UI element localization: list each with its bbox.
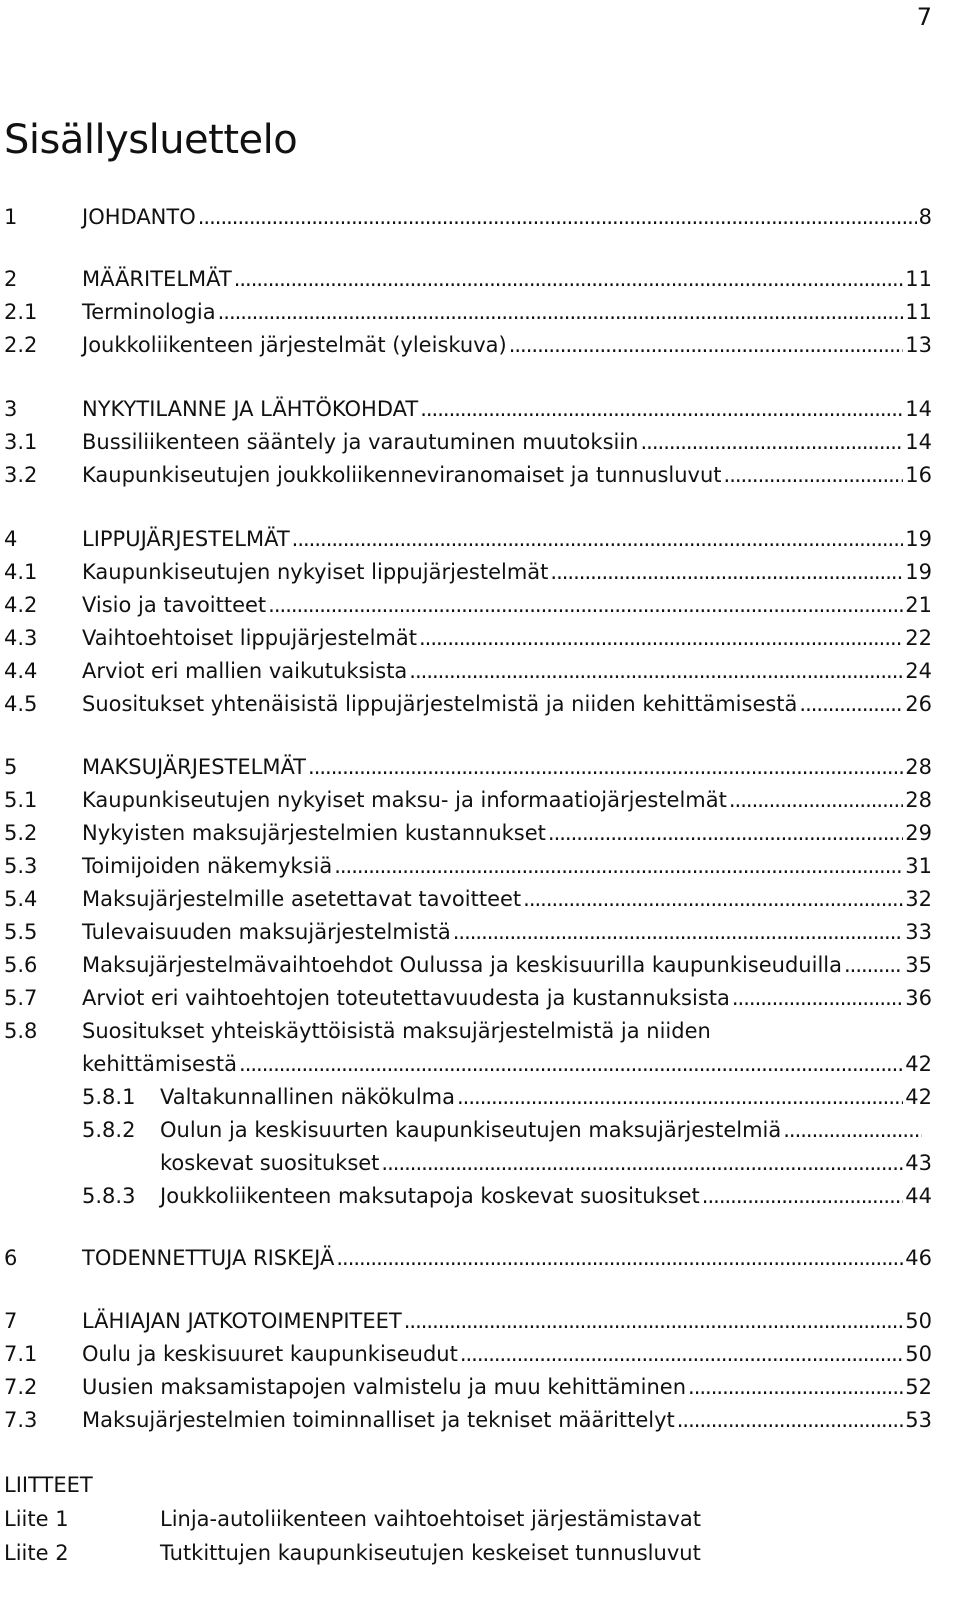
toc-entry-title: Vaihtoehtoiset lippujärjestelmät: [82, 626, 417, 650]
toc-entry-number: 5.4: [4, 887, 38, 911]
toc-entry-title: Terminologia: [82, 300, 216, 324]
toc-entry[interactable]: [0, 1370, 960, 1404]
appendix-title: Linja-autoliikenteen vaihtoehtoiset järjestämistavat: [160, 1507, 702, 1531]
toc-entry-page: 53: [905, 1408, 932, 1432]
toc-entry-number: 4.3: [4, 626, 38, 650]
toc-entry-title: Arviot eri mallien vaikutuksista: [82, 659, 408, 683]
toc-entry-number: 3: [4, 397, 18, 421]
toc-entry-continuation[interactable]: [0, 1146, 960, 1180]
toc-leader-dots: [334, 849, 903, 883]
toc-leader-dots: [724, 458, 904, 492]
toc-leader-dots: [783, 1113, 922, 1147]
toc-entry[interactable]: [0, 1337, 960, 1371]
toc-entry-number: 5.8: [4, 1019, 38, 1043]
toc-entry-page: 42: [905, 1085, 932, 1109]
toc-entry-page: 46: [905, 1246, 932, 1270]
page-number: 7: [916, 3, 932, 31]
toc-entry[interactable]: [0, 555, 960, 589]
toc-leader-dots: [453, 915, 904, 949]
toc-entry-title: MAKSUJÄRJESTELMÄT: [82, 755, 307, 779]
toc-entry-page: 44: [905, 1184, 932, 1208]
toc-leader-dots: [268, 588, 903, 622]
toc-leader-dots: [460, 1337, 903, 1371]
toc-entry-number: 6: [4, 1246, 18, 1270]
toc-entry[interactable]: [0, 621, 960, 655]
toc-entry-number: 5.6: [4, 953, 38, 977]
toc-entry[interactable]: [0, 981, 960, 1015]
toc-entry[interactable]: [0, 1080, 960, 1114]
toc-entry[interactable]: [0, 522, 960, 556]
toc-entry-page: 19: [905, 560, 932, 584]
page-title: Sisällysluettelo: [4, 117, 298, 163]
toc-entry-title: LIPPUJÄRJESTELMÄT: [82, 527, 290, 551]
toc-entry-title: JOHDANTO: [82, 205, 196, 229]
toc-entry-number: 5.8.1: [82, 1085, 136, 1109]
toc-entry[interactable]: [0, 588, 960, 622]
toc-entry-number: 2.2: [4, 333, 38, 357]
toc-entry-title: MÄÄRITELMÄT: [82, 267, 232, 291]
toc-entry-number: 7.2: [4, 1375, 38, 1399]
toc-leader-dots: [523, 882, 903, 916]
toc-entry-page: 33: [905, 920, 932, 944]
toc-entry[interactable]: [0, 1014, 960, 1048]
toc-entry[interactable]: [0, 295, 960, 329]
toc-entry-page: 19: [905, 527, 932, 551]
toc-entry-number: 7.3: [4, 1408, 38, 1432]
toc-entry-title: LÄHIAJAN JATKOTOIMENPITEET: [82, 1309, 402, 1333]
toc-entry-number: 4.5: [4, 692, 38, 716]
toc-entry-title: Kaupunkiseutujen nykyiset lippujärjestelmät: [82, 560, 549, 584]
appendix-item[interactable]: [0, 1536, 960, 1570]
toc-entry-number: 7.1: [4, 1342, 38, 1366]
toc-entry[interactable]: [0, 915, 960, 949]
toc-leader-dots: [381, 1146, 903, 1180]
toc-entry[interactable]: [0, 849, 960, 883]
toc-leader-dots: [677, 1403, 904, 1437]
toc-entry-number: 5.7: [4, 986, 38, 1010]
toc-entry-page: 50: [905, 1309, 932, 1333]
toc-entry-title: Oulu ja keskisuuret kaupunkiseudut: [82, 1342, 458, 1366]
toc-entry-page: 28: [905, 788, 932, 812]
toc-entry-number: 5.2: [4, 821, 38, 845]
toc-entry-page: 42: [905, 1052, 932, 1076]
toc-entry-page: 14: [905, 430, 932, 454]
toc-leader-dots: [198, 200, 917, 234]
toc-entry-title: Oulun ja keskisuurten kaupunkiseutujen maksujärjestelmiä: [160, 1118, 782, 1142]
toc-entry-page: 11: [905, 300, 932, 324]
toc-entry-title: Maksujärjestelmien toiminnalliset ja tekniset määrittelyt: [82, 1408, 675, 1432]
appendix-item[interactable]: [0, 1502, 960, 1536]
toc-entry-number: 5.8.2: [82, 1118, 136, 1142]
toc-entry-title: Arviot eri vaihtoehtojen toteutettavuudesta ja kustannuksista: [82, 986, 730, 1010]
toc-leader-dots: [550, 555, 903, 589]
toc-entry[interactable]: [0, 1304, 960, 1338]
toc-entry[interactable]: [0, 1403, 960, 1437]
toc-entry-title: Visio ja tavoitteet: [82, 593, 267, 617]
toc-entry[interactable]: [0, 328, 960, 362]
toc-leader-dots: [234, 262, 904, 296]
toc-entry-title: Maksujärjestelmävaihtoehdot Oulussa ja keskisuurilla kaupunkiseuduilla: [82, 953, 842, 977]
toc-entry-title: TODENNETTUJA RISKEJÄ: [82, 1246, 335, 1270]
toc-entry-title: Joukkoliikenteen järjestelmät (yleiskuva): [82, 333, 507, 357]
toc-entry-title: Valtakunnallinen näkökulma: [160, 1085, 455, 1109]
toc-entry[interactable]: [0, 458, 960, 492]
toc-entry-page: 35: [905, 953, 932, 977]
toc-leader-dots: [239, 1047, 903, 1081]
toc-entry[interactable]: [0, 750, 960, 784]
toc-entry-title: Kaupunkiseutujen joukkoliikenneviranomaiset ja tunnusluvut: [82, 463, 722, 487]
toc-entry-title: Nykyisten maksujärjestelmien kustannukset: [82, 821, 546, 845]
toc-entry[interactable]: [0, 816, 960, 850]
toc-entry[interactable]: [0, 1179, 960, 1213]
toc-entry-page: 36: [905, 986, 932, 1010]
toc-entry[interactable]: [0, 1113, 960, 1147]
toc-entry-title: Suositukset yhteiskäyttöisistä maksujärjestelmistä ja niiden: [82, 1019, 711, 1043]
toc-entry-title: NYKYTILANNE JA LÄHTÖKOHDAT: [82, 397, 419, 421]
toc-entry-title: Toimijoiden näkemyksiä: [82, 854, 333, 878]
toc-entry-title: Kaupunkiseutujen nykyiset maksu- ja informaatiojärjestelmät: [82, 788, 727, 812]
toc-entry-number: 1: [4, 205, 18, 229]
toc-leader-dots: [336, 1241, 903, 1275]
toc-entry-number: 5.8.3: [82, 1184, 136, 1208]
toc-entry-page: 26: [905, 692, 932, 716]
toc-leader-dots: [799, 687, 903, 721]
toc-entry-page: 52: [905, 1375, 932, 1399]
toc-entry-page: 14: [905, 397, 932, 421]
toc-entry-page: 43: [905, 1151, 932, 1175]
toc-leader-dots: [548, 816, 903, 850]
toc-entry-page: 24: [905, 659, 932, 683]
toc-leader-dots: [688, 1370, 903, 1404]
toc-entry-page: 29: [905, 821, 932, 845]
toc-entry-continuation[interactable]: [0, 1047, 960, 1081]
toc-entry-number: 5.1: [4, 788, 38, 812]
appendix-heading: LIITTEET: [4, 1473, 93, 1497]
toc-leader-dots: [844, 948, 903, 982]
toc-entry-page: 16: [905, 463, 932, 487]
toc-entry-title: Joukkoliikenteen maksutapoja koskevat suositukset: [160, 1184, 700, 1208]
toc-leader-dots: [409, 654, 903, 688]
toc-entry-number: 4.1: [4, 560, 38, 584]
toc-leader-dots: [729, 783, 903, 817]
toc-entry-number: 2: [4, 267, 18, 291]
toc-entry[interactable]: [0, 783, 960, 817]
toc-entry-page: 32: [905, 887, 932, 911]
toc-entry[interactable]: [0, 948, 960, 982]
toc-leader-dots: [308, 750, 903, 784]
toc-entry-page: 13: [905, 333, 932, 357]
toc-entry-page: 8: [918, 205, 932, 229]
toc-entry-number: 5: [4, 755, 18, 779]
toc-leader-dots: [457, 1080, 903, 1114]
toc-entry-page: 21: [905, 593, 932, 617]
toc-entry-number: 3.2: [4, 463, 38, 487]
toc-entry[interactable]: [0, 262, 960, 296]
appendix-title: Tutkittujen kaupunkiseutujen keskeiset tunnusluvut: [160, 1541, 701, 1565]
toc-entry-page: 50: [905, 1342, 932, 1366]
toc-entry-title-continuation: koskevat suositukset: [160, 1151, 380, 1175]
toc-entry[interactable]: [0, 882, 960, 916]
toc-entry-number: 2.1: [4, 300, 38, 324]
appendix-label: Liite 1: [4, 1507, 69, 1531]
toc-leader-dots: [404, 1304, 904, 1338]
toc-entry[interactable]: [0, 654, 960, 688]
toc-entry-page: 31: [905, 854, 932, 878]
toc-entry-number: 4: [4, 527, 18, 551]
toc-entry-page: 11: [905, 267, 932, 291]
toc-entry-number: 3.1: [4, 430, 38, 454]
toc-entry-number: 4.2: [4, 593, 38, 617]
toc-leader-dots: [292, 522, 904, 556]
toc-entry-title: Uusien maksamistapojen valmistelu ja muu kehittäminen: [82, 1375, 687, 1399]
toc-entry[interactable]: [0, 392, 960, 426]
toc-entry-title: Bussiliikenteen sääntely ja varautuminen muutoksiin: [82, 430, 639, 454]
toc-entry-title-continuation: kehittämisestä: [82, 1052, 238, 1076]
toc-entry-number: 7: [4, 1309, 18, 1333]
appendix-label: Liite 2: [4, 1541, 69, 1565]
toc-entry[interactable]: [0, 200, 960, 234]
toc-entry-number: 5.3: [4, 854, 38, 878]
toc-leader-dots: [702, 1179, 903, 1213]
toc-entry[interactable]: [0, 425, 960, 459]
toc-entry-title: Suositukset yhtenäisistä lippujärjestelmistä ja niiden kehittämisestä: [82, 692, 798, 716]
toc-leader-dots: [732, 981, 903, 1015]
toc-leader-dots: [509, 328, 904, 362]
toc-leader-dots: [641, 425, 904, 459]
toc-leader-dots: [420, 392, 903, 426]
toc-entry-number: 5.5: [4, 920, 38, 944]
toc-entry[interactable]: [0, 687, 960, 721]
toc-entry-page: 28: [905, 755, 932, 779]
toc-leader-dots: [419, 621, 903, 655]
toc-entry-number: 4.4: [4, 659, 38, 683]
toc-entry[interactable]: [0, 1241, 960, 1275]
toc-entry-title: Tulevaisuuden maksujärjestelmistä: [82, 920, 451, 944]
toc-entry-page: 22: [905, 626, 932, 650]
toc-entry-title: Maksujärjestelmille asetettavat tavoitteet: [82, 887, 522, 911]
toc-leader-dots: [218, 295, 904, 329]
